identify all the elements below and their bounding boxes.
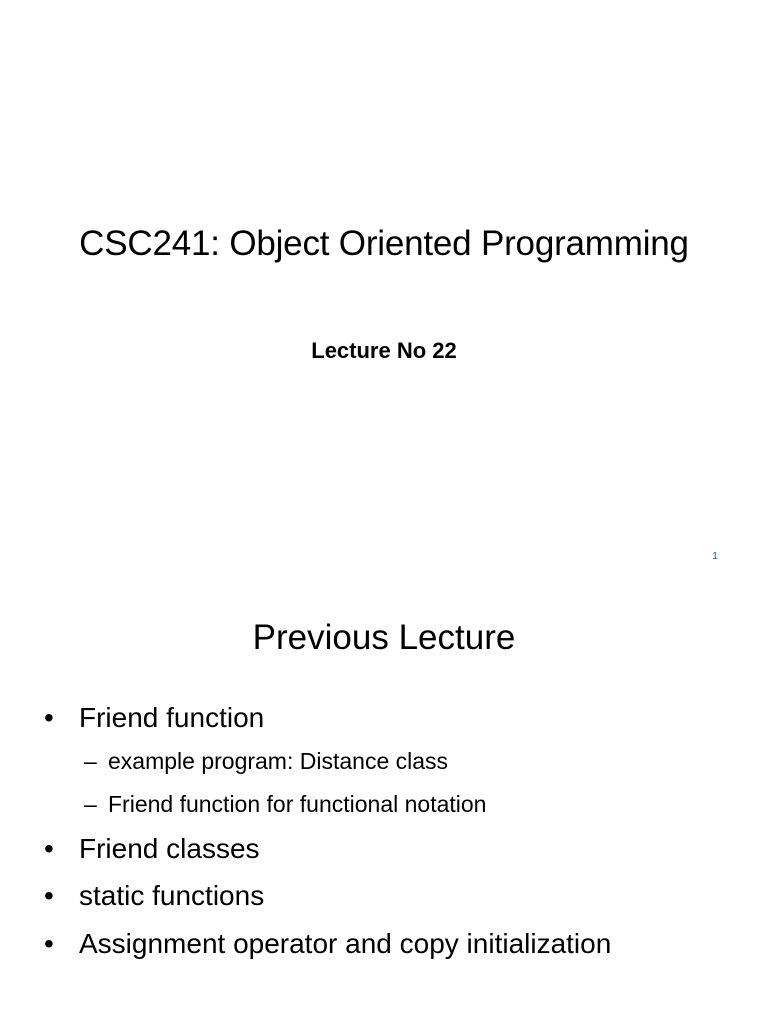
bullet-text: Friend classes (79, 833, 260, 864)
sub-list-item (84, 789, 486, 819)
bullet-icon: • (44, 702, 54, 733)
list-item (40, 700, 264, 736)
list-item (40, 926, 611, 962)
bullet-text: Friend function (79, 702, 265, 733)
slide-title: Previous Lecture (252, 618, 516, 657)
bullet-icon: • (44, 880, 54, 911)
previous-lecture-slide (0, 576, 768, 1024)
bullet-icon: • (44, 833, 54, 864)
bullet-icon: • (44, 928, 54, 959)
bullet-list (0, 576, 768, 1024)
list-item (40, 831, 260, 867)
sub-item-text: Friend function for functional notation (108, 791, 487, 817)
slide-number: 1 (712, 551, 718, 562)
sub-item-text: example program: Distance class (108, 748, 449, 774)
dash-icon: – (84, 748, 97, 774)
bullet-text: Assignment operator and copy initialization (79, 928, 612, 959)
lecture-number-subtitle: Lecture No 22 (311, 338, 457, 363)
sub-list-item (84, 746, 448, 776)
course-title: CSC241: Object Oriented Programming (79, 224, 689, 263)
list-item (40, 878, 264, 914)
bullet-text: static functions (79, 880, 265, 911)
dash-icon: – (84, 791, 97, 817)
